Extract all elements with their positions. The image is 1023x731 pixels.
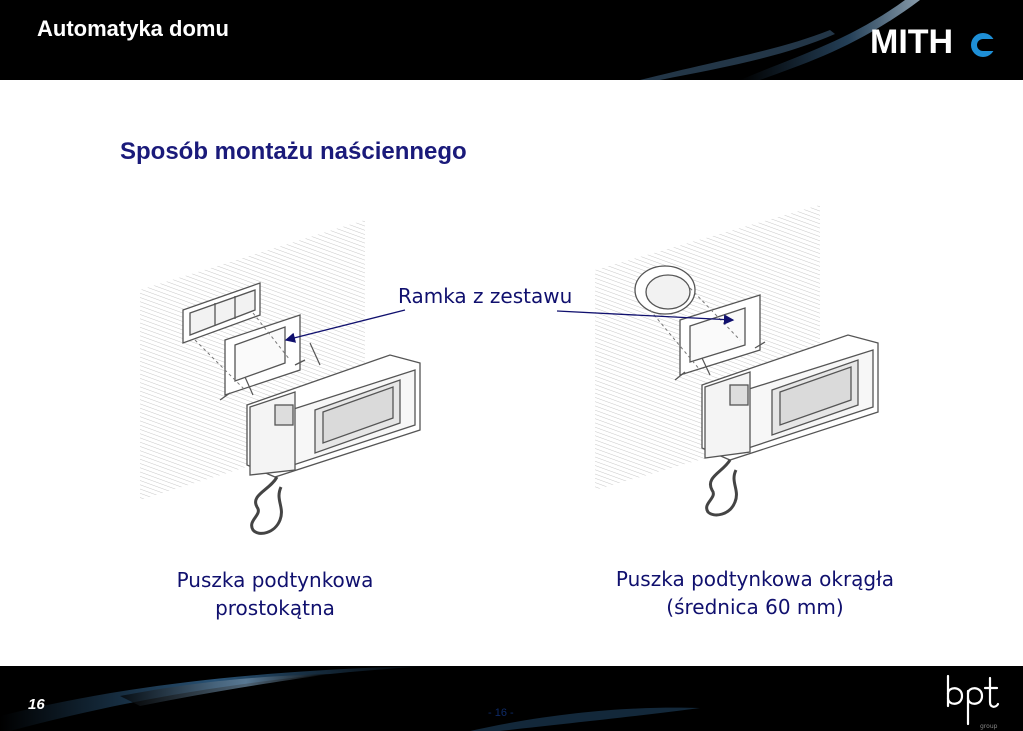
page-number: 16 — [28, 696, 45, 713]
right-caption-line2: (średnica 60 mm) — [666, 595, 844, 619]
mitho-logo-text: MITH — [870, 23, 954, 61]
footer-bar — [0, 666, 1023, 731]
callout-label: Ramka z zestawu — [398, 284, 573, 308]
slide-title: Sposób montażu naściennego — [120, 138, 467, 165]
bpt-group-logo — [938, 666, 1008, 731]
callout-arrow-left — [286, 310, 405, 340]
callout-arrow-right — [557, 311, 733, 320]
footer-swoosh-graphic — [0, 666, 1023, 731]
left-caption-line2: prostokątna — [215, 596, 335, 620]
svg-text:group: group — [980, 723, 998, 730]
left-caption-line1: Puszka podtynkowa — [176, 568, 374, 592]
right-caption — [580, 565, 930, 621]
header-title: Automatyka domu — [37, 16, 229, 41]
right-caption-line1: Puszka podtynkowa okrągła — [615, 567, 895, 591]
page-number-center: - 16 - — [488, 707, 514, 719]
left-caption — [140, 566, 410, 622]
